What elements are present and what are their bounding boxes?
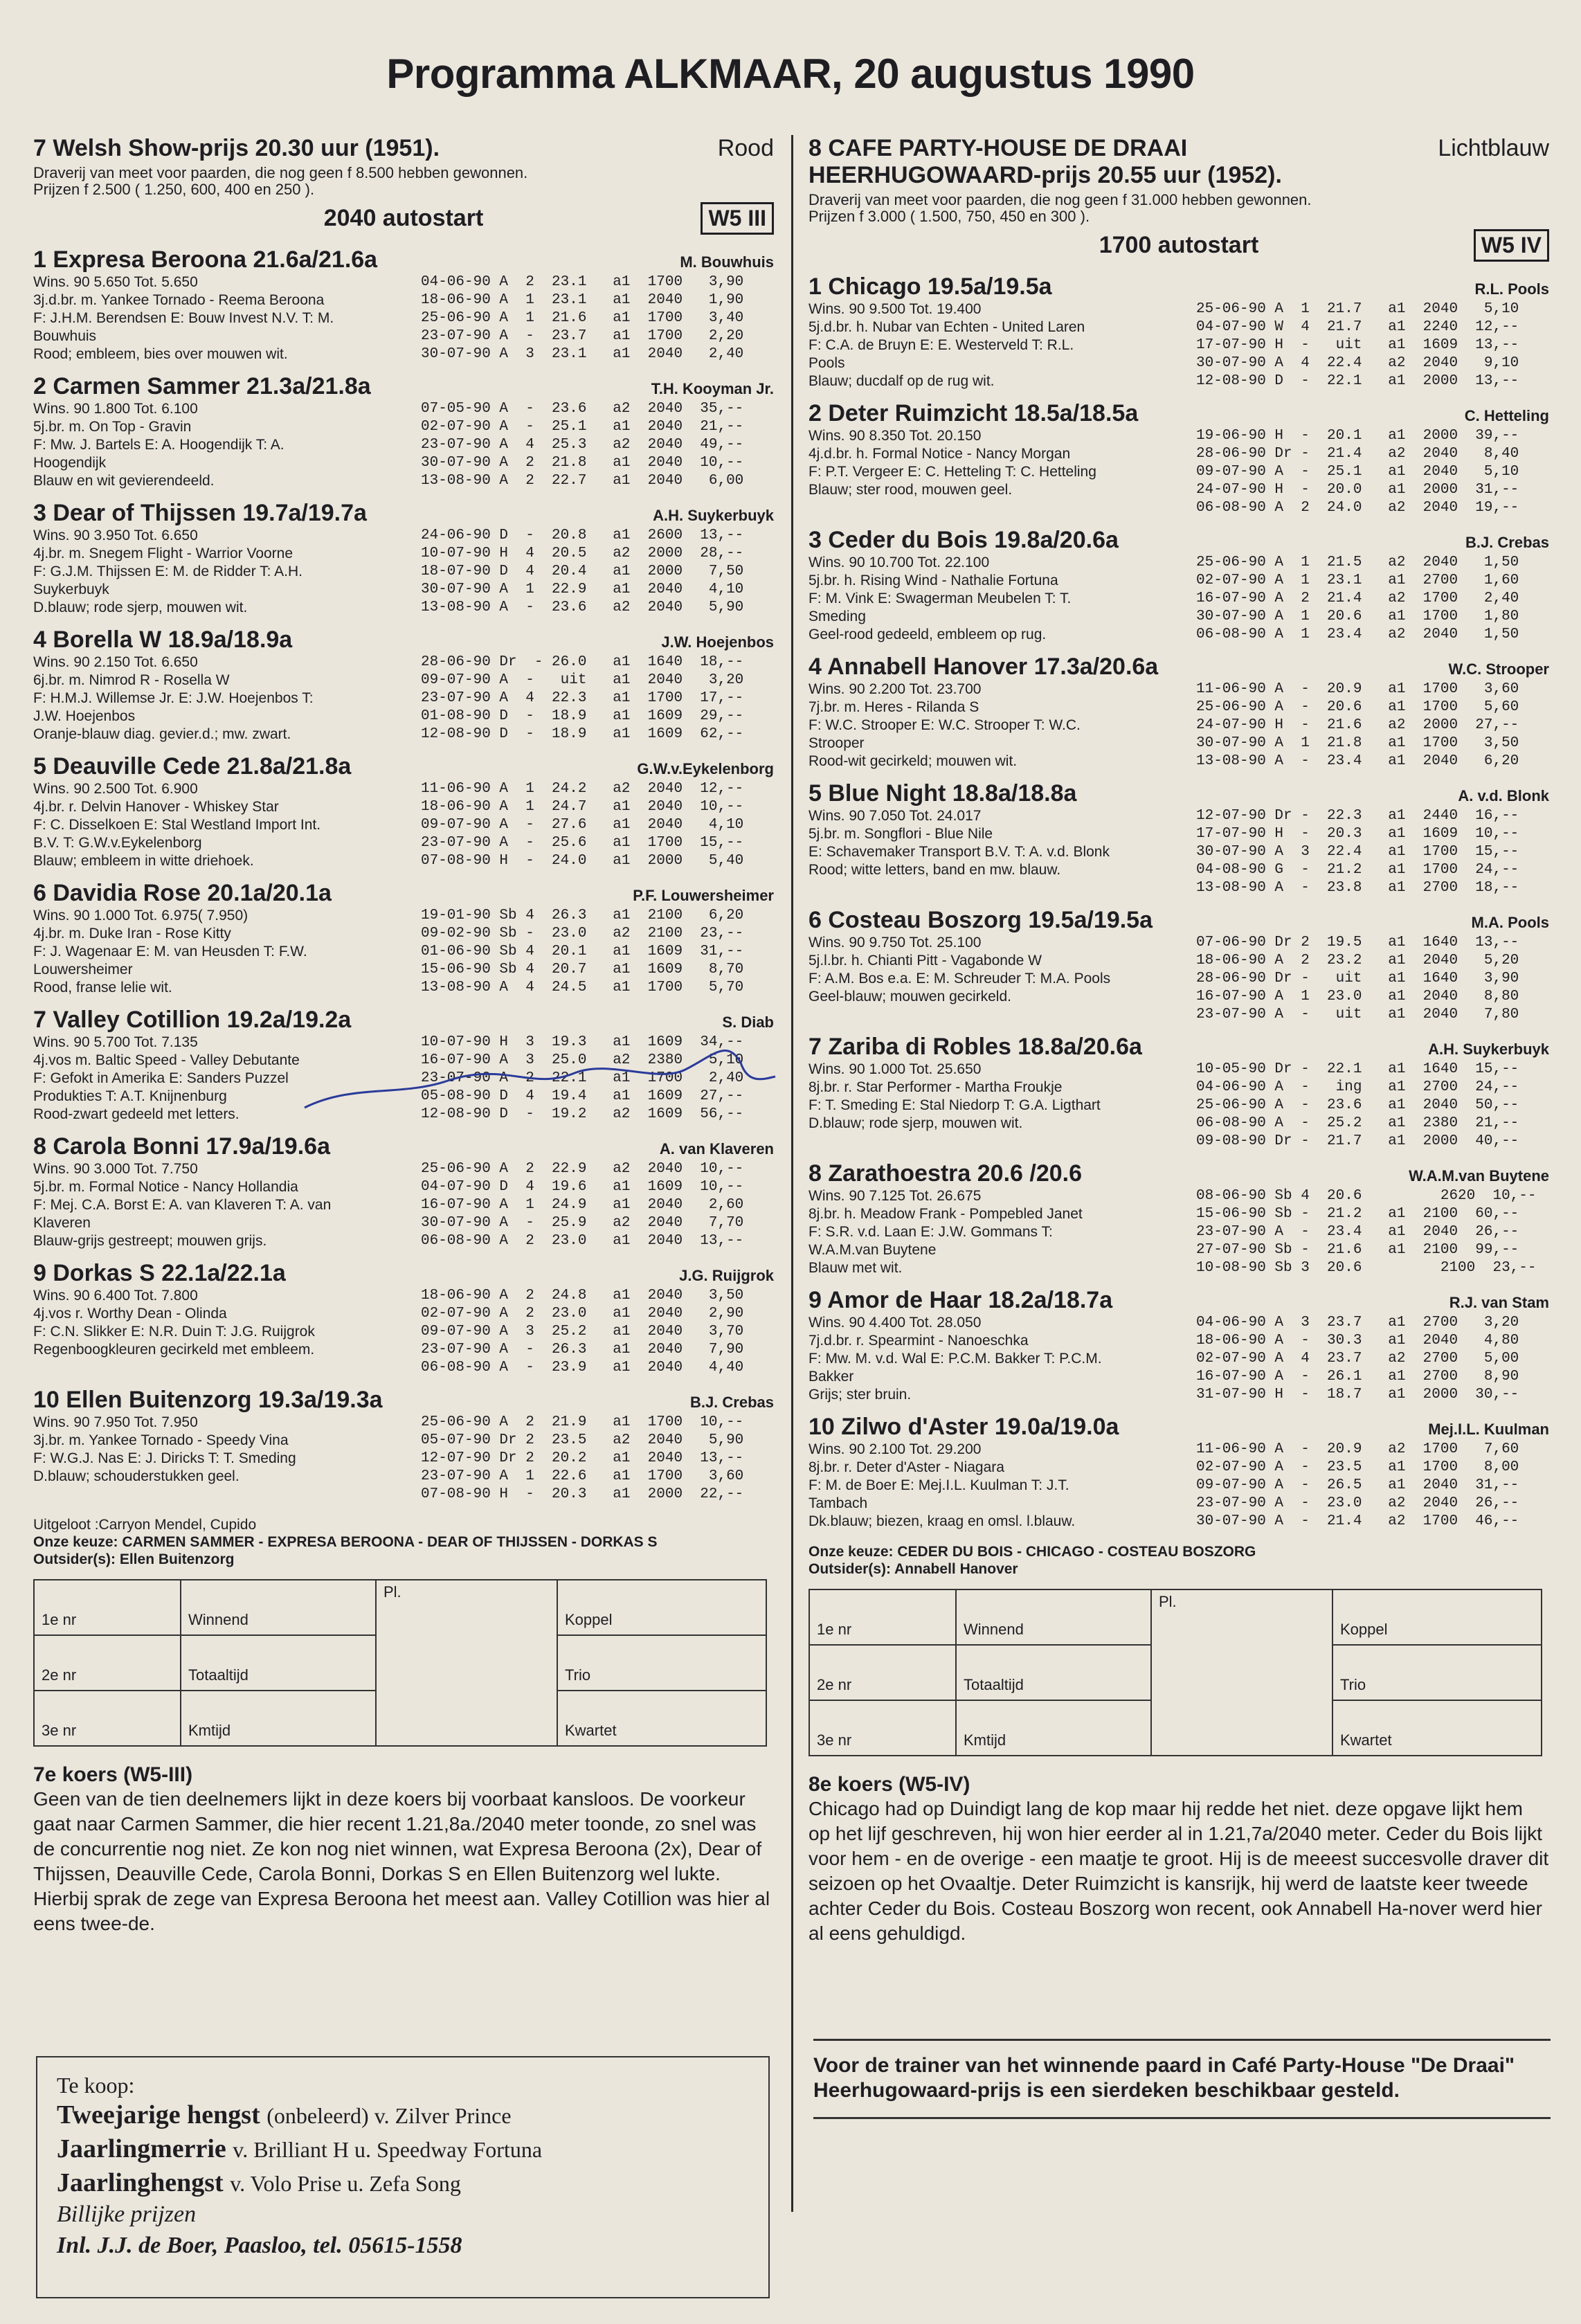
horse-trainer: Mej.I.L. Kuulman — [1428, 1421, 1549, 1438]
horse-entry — [808, 1034, 1549, 1151]
horse-recent-runs: 04-06-90 A 2 23.1 a1 1700 3,90 18-06-90 A 1 23.1 a1 2040 1,90 25-06-90 A 1 21.6 a1 1700 3,40 23-07-90 A - 23.7 a1 1700 2,20 30-07-90 A 3 23.1 a1 2040 2,40 — [421, 274, 744, 362]
horse-entry — [33, 246, 774, 363]
horse-entry — [33, 1133, 774, 1250]
horse-details: Wins. 90 1.800 Tot. 6.100 5j.br. m. On Top - Gravin F: Mw. J. Bartels E: A. Hoogendijk T: A. Hoogendijk Blauw en wit gevierendeeld. — [33, 401, 284, 489]
horse-trainer: G.W.v.Eykelenborg — [637, 760, 774, 777]
horse-recent-runs: 07-06-90 Dr 2 19.5 a1 1640 13,-- 18-06-90 A 2 23.2 a1 2040 5,20 28-06-90 Dr - uit a1 1640 3,90 16-07-90 A 1 23.0 a1 2040 8,80 23-07-90 A - uit a1 2040 7,80 — [1196, 935, 1519, 1023]
horse-details: Wins. 90 2.100 Tot. 29.200 8j.br. r. Deter d'Aster - Niagara F: M. de Boer E: Mej.I.L. Kuulman T: J.T. Tambach Dk.blauw; biezen, kraag en omsl. l.blauw. — [808, 1441, 1076, 1529]
race-prizes: Prijzen f 2.500 ( 1.250, 600, 400 en 250 ). — [33, 181, 315, 198]
ad-item-3-title: Jaarlinghengst — [57, 2168, 224, 2197]
horse-trainer: A.H. Suykerbuyk — [1428, 1041, 1549, 1058]
result-label: Pl. — [1151, 1589, 1332, 1756]
horse-details: Wins. 90 7.050 Tot. 24.017 5j.br. m. Songflori - Blue Nile E: Schavemaker Transport B.V. T: A. v.d. Blonk Rood; witte letters, band en mw. blauw. — [808, 808, 1110, 878]
horse-name: 5 Deauville Cede 21.8a/21.8a — [33, 753, 352, 780]
ad-item-1-title: Tweejarige hengst — [57, 2100, 260, 2129]
horse-trainer: B.J. Crebas — [1465, 534, 1549, 551]
horse-name: 2 Deter Ruimzicht 18.5a/18.5a — [808, 400, 1139, 426]
race-conditions: Draverij van meet voor paarden, die nog geen f 8.500 hebben gewonnen. — [33, 164, 528, 181]
horse-details: Wins. 90 2.150 Tot. 6.650 6j.br. m. Nimrod R - Rosella W F: H.M.J. Willemse Jr. E: J.W. Hoejenbos T: J.W. Hoejenbos Oranje-blauw diag. gevier.d.; mw. zwart. — [33, 654, 314, 742]
horse-trainer: B.J. Crebas — [689, 1394, 774, 1411]
horse-entry — [808, 654, 1549, 771]
our-choice: Onze keuze: CEDER DU BOIS - CHICAGO - COSTEAU BOSZORG — [808, 1544, 1256, 1560]
horse-trainer: J.G. Ruijgrok — [679, 1267, 774, 1284]
horse-recent-runs: 10-05-90 Dr - 22.1 a1 1640 15,-- 04-06-90 A - ing a1 2700 24,-- 25-06-90 A - 23.6 a1 2040 50,-- 06-08-90 A - 25.2 a1 2380 21,-- 09-08-90 Dr - 21.7 a1 2000 40,-- — [1196, 1061, 1519, 1149]
result-grid — [33, 1579, 767, 1747]
horse-entry — [33, 500, 774, 617]
horse-name: 8 Zarathoestra 20.6 /20.6 — [808, 1160, 1083, 1187]
horse-recent-runs: 25-06-90 A 2 22.9 a2 2040 10,-- 04-07-90 D 4 19.6 a1 1609 10,-- 16-07-90 A 1 24.9 a1 2040 2,60 30-07-90 A - 25.9 a2 2040 7,70 06-08-90 A 2 23.0 a1 2040 13,-- — [421, 1161, 744, 1249]
column-divider — [791, 135, 793, 2212]
horse-details: Wins. 90 9.500 Tot. 19.400 5j.d.br. h. Nubar van Echten - United Laren F: C.A. de Bruyn E: E. Westerveld T: R.L. Pools Blauw; ducdalf op de rug wit. — [808, 301, 1085, 389]
result-label: 3e nr — [809, 1700, 956, 1756]
horse-trainer: J.W. Hoejenbos — [661, 633, 774, 651]
result-label: Koppel — [1332, 1589, 1542, 1645]
result-label: Kmtijd — [956, 1700, 1151, 1756]
withdrawn-horses: Uitgeloot :Carryon Mendel, Cupido — [33, 1517, 257, 1533]
page-title: Programma ALKMAAR, 20 augustus 1990 — [386, 51, 1195, 97]
result-label: 2e nr — [34, 1635, 181, 1691]
start-type: 2040 autostart — [323, 205, 484, 231]
race-color: Lichtblauw — [1438, 135, 1549, 161]
horse-entry — [808, 273, 1549, 390]
horse-trainer: P.F. Louwersheimer — [633, 887, 774, 904]
horse-details: Wins. 90 2.200 Tot. 23.700 7j.br. m. Heres - Rilanda S F: W.C. Strooper E: W.C. Strooper T: W.C. Strooper Rood-wit gecirkeld; mouwen wit. — [808, 681, 1081, 769]
horse-recent-runs: 19-06-90 H - 20.1 a1 2000 39,-- 28-06-90 Dr - 21.4 a2 2040 8,40 09-07-90 A - 25.1 a1 2040 5,10 24-07-90 H - 20.0 a1 2000 31,-- 06-08-90 A 2 24.0 a2 2040 19,-- — [1196, 428, 1519, 516]
result-label: Winnend — [181, 1580, 376, 1635]
horse-entry — [808, 400, 1549, 517]
horse-details: Wins. 90 6.400 Tot. 7.800 4j.vos r. Worthy Dean - Olinda F: C.N. Slikker E: N.R. Duin T: J.G. Ruijgrok Regenboogkleuren gecirkeld met embleem. — [33, 1288, 315, 1358]
horse-entry — [33, 753, 774, 870]
horse-details: Wins. 90 3.950 Tot. 6.650 4j.br. m. Snegem Flight - Warrior Voorne F: G.J.M. Thijssen E: M. de Ridder T: A.H. Suykerbuyk D.blauw; rode sjerp, mouwen wit. — [33, 528, 303, 615]
horse-recent-runs: 10-07-90 H 3 19.3 a1 1609 34,-- 16-07-90 A 3 25.0 a2 2380 5,10 23-07-90 A 2 22.1 a1 1700 2,40 05-08-90 D 4 19.4 a1 1609 27,-- 12-08-90 D - 19.2 a2 1609 56,-- — [421, 1034, 744, 1122]
result-label: Kwartet — [1332, 1700, 1542, 1756]
ad-contact: Inl. J.J. de Boer, Paasloo, tel. 05615-1558 — [57, 2233, 462, 2258]
horse-trainer: C. Hetteling — [1464, 407, 1549, 424]
horse-recent-runs: 25-06-90 A 1 21.7 a1 2040 5,10 04-07-90 W 4 21.7 a1 2240 12,-- 17-07-90 H - uit a1 1609 13,-- 30-07-90 A 4 22.4 a2 2040 9,10 12-08-90 D - 22.1 a1 2000 13,-- — [1196, 301, 1519, 389]
horse-trainer: M.A. Pools — [1471, 914, 1549, 931]
horse-recent-runs: 11-06-90 A - 20.9 a1 1700 3,60 25-06-90 A - 20.6 a1 1700 5,60 24-07-90 H - 21.6 a2 2000 27,-- 30-07-90 A 1 21.8 a1 1700 3,50 13-08-90 A - 23.4 a1 2040 6,20 — [1196, 681, 1519, 769]
result-label: Kwartet — [557, 1691, 766, 1746]
ad-item-2-detail: v. Brilliant H u. Speedway Fortuna — [233, 2137, 543, 2162]
horse-trainer: W.A.M.van Buytene — [1409, 1167, 1549, 1184]
horse-name: 5 Blue Night 18.8a/18.8a — [808, 780, 1077, 807]
horse-recent-runs: 11-06-90 A 1 24.2 a2 2040 12,-- 18-06-90 A 1 24.7 a1 2040 10,-- 09-07-90 A - 27.6 a1 2040 4,10 23-07-90 A - 25.6 a1 1700 15,-- 07-08-90 H - 24.0 a1 2000 5,40 — [421, 781, 744, 869]
horse-trainer: A. van Klaveren — [659, 1140, 774, 1158]
horse-name: 10 Ellen Buitenzorg 19.3a/19.3a — [33, 1387, 383, 1413]
horse-trainer: R.J. van Stam — [1449, 1294, 1549, 1311]
horse-details: Wins. 90 3.000 Tot. 7.750 5j.br. m. Formal Notice - Nancy Hollandia F: Mej. C.A. Borst E: A. van Klaveren T: A. van Klaveren Blauw-grijs gestreept; mouwen grijs. — [33, 1161, 332, 1249]
for-sale-advertisement — [36, 2056, 770, 2298]
outsiders: Outsider(s): Ellen Buitenzorg — [33, 1551, 235, 1567]
horse-entry — [33, 1260, 774, 1377]
horse-entry — [33, 1387, 774, 1504]
result-grid — [808, 1589, 1542, 1756]
horse-trainer: M. Bouwhuis — [680, 253, 774, 271]
result-label: Kmtijd — [181, 1691, 376, 1746]
horse-details: Wins. 90 1.000 Tot. 6.975( 7.950) 4j.br. m. Duke Iran - Rose Kitty F: J. Wagenaar E: M. van Heusden T: F.W. Louwersheimer Rood, franse lelie wit. — [33, 908, 307, 996]
horse-name: 2 Carmen Sammer 21.3a/21.8a — [33, 373, 371, 399]
horse-entry — [808, 527, 1549, 644]
analysis-title: 7e koers (W5-III) — [33, 1763, 193, 1786]
horse-trainer: W.C. Strooper — [1448, 660, 1549, 678]
result-label: Trio — [557, 1635, 766, 1691]
horse-name: 9 Amor de Haar 18.2a/18.7a — [808, 1287, 1113, 1313]
horse-name: 10 Zilwo d'Aster 19.0a/19.0a — [808, 1414, 1119, 1440]
horse-details: Wins. 90 10.700 Tot. 22.100 5j.br. h. Rising Wind - Nathalie Fortuna F: M. Vink E: Swagerman Meubelen T: T. Smeding Geel-rood gedeeld, embleem op rug. — [808, 555, 1072, 642]
horse-name: 3 Ceder du Bois 19.8a/20.6a — [808, 527, 1119, 553]
horse-name: 3 Dear of Thijssen 19.7a/19.7a — [33, 500, 367, 526]
result-label: 2e nr — [809, 1645, 956, 1700]
ad-item-2-title: Jaarlingmerrie — [57, 2134, 226, 2163]
horse-entry — [33, 627, 774, 744]
horse-details: Wins. 90 7.125 Tot. 26.675 8j.br. h. Meadow Frank - Pompebled Janet F: S.R. v.d. Laan E: J.W. Gommans T: W.A.M.van Buytene Blauw met wit. — [808, 1188, 1083, 1276]
result-label: Totaaltijd — [956, 1645, 1151, 1700]
horse-trainer: T.H. Kooyman Jr. — [651, 380, 774, 397]
horse-name: 8 Carola Bonni 17.9a/19.6a — [33, 1133, 330, 1160]
analysis-text: Chicago had op Duindigt lang de kop maar hij redde het niet. deze opgave lijkt hem op het lijf geschreven, hij won hier eerder al in 1.21,7a/2040 meter. Ceder du Bois lijkt voor hem - en de overige - een maatje te groot. Hij is de meeest succesvolle draver dit seizoen op het Ovaaltje. Deter Ruimzicht is kansrijk, hij werd de laatste keer tweede achter Ceder du Bois. Costeau Boszorg won recent, ook Annabell Ha-nover werd hier al eens gehuldigd. — [808, 1798, 1549, 1944]
horse-recent-runs: 08-06-90 Sb 4 20.6 2620 10,-- 15-06-90 Sb - 21.2 a1 2100 60,-- 23-07-90 A - 23.4 a1 2040 26,-- 27-07-90 Sb - 21.6 a1 2100 99,-- 10-08-90 Sb 3 20.6 2100 23,-- — [1196, 1188, 1537, 1276]
horse-entry — [808, 780, 1549, 897]
horse-trainer: A. v.d. Blonk — [1458, 787, 1549, 804]
horse-name: 7 Zariba di Robles 18.8a/20.6a — [808, 1034, 1142, 1060]
result-label: 3e nr — [34, 1691, 181, 1746]
race-prizes: Prijzen f 3.000 ( 1.500, 750, 450 en 300 ). — [808, 208, 1090, 225]
horse-recent-runs: 25-06-90 A 1 21.5 a2 2040 1,50 02-07-90 A 1 23.1 a1 2700 1,60 16-07-90 A 2 21.4 a2 1700 2,40 30-07-90 A 1 20.6 a1 1700 1,80 06-08-90 A 1 23.4 a2 2040 1,50 — [1196, 555, 1519, 642]
horse-name: 4 Borella W 18.9a/18.9a — [33, 627, 293, 653]
horse-details: Wins. 90 7.950 Tot. 7.950 3j.br. m. Yankee Tornado - Speedy Vina F: W.G.J. Nas E: J. Diricks T: T. Smeding D.blauw; schouderstukken geel. — [33, 1414, 296, 1484]
horse-recent-runs: 24-06-90 D - 20.8 a1 2600 13,-- 10-07-90 H 4 20.5 a2 2000 28,-- 18-07-90 D 4 20.4 a1 2000 7,50 30-07-90 A 1 22.9 a1 2040 4,10 13-08-90 A - 23.6 a2 2040 5,90 — [421, 528, 744, 615]
horse-details: Wins. 90 8.350 Tot. 20.150 4j.d.br. h. Formal Notice - Nancy Morgan F: P.T. Vergeer E: C. Hetteling T: C. Hetteling Blauw; ster rood, mouwen geel. — [808, 428, 1096, 498]
race-7-column — [33, 135, 774, 1936]
horse-trainer: A.H. Suykerbuyk — [653, 507, 774, 524]
our-choice: Onze keuze: CARMEN SAMMER - EXPRESA BEROONA - DEAR OF THIJSSEN - DORKAS S — [33, 1534, 658, 1550]
race-title: 8 CAFE PARTY-HOUSE DE DRAAI HEERHUGOWAARD-prijs 20.55 uur (1952). — [808, 135, 1282, 188]
horse-recent-runs: 28-06-90 Dr - 26.0 a1 1640 18,-- 09-07-90 A - uit a1 2040 3,20 23-07-90 A 4 22.3 a1 1700 17,-- 01-08-90 D - 18.9 a1 1609 29,-- 12-08-90 D - 18.9 a1 1609 62,-- — [421, 654, 744, 742]
prize-note: Voor de trainer van het winnende paard in Café Party-House "De Draai" Heerhugowaard-prijs is een sierdeken beschikbaar gesteld. — [813, 2039, 1551, 2119]
horse-details: Wins. 90 5.650 Tot. 5.650 3j.d.br. m. Yankee Tornado - Reema Beroona F: J.H.M. Berendsen E: Bouw Invest N.V. T: M. Bouwhuis Rood; embleem, bies over mouwen wit. — [33, 274, 334, 362]
result-label: Pl. — [376, 1580, 557, 1746]
ad-price-note: Billijke prijzen — [57, 2201, 197, 2227]
race-color: Rood — [717, 135, 774, 161]
result-label: Totaaltijd — [181, 1635, 376, 1691]
race-class-badge: W5 IV — [1474, 229, 1549, 262]
horse-entry — [808, 1287, 1549, 1404]
horse-details: Wins. 90 5.700 Tot. 7.135 4j.vos m. Baltic Speed - Valley Debutante F: Gefokt in Amerika E: Sanders Puzzel Produkties T: A.T. Knijnenburg Rood-zwart gedeeld met letters. — [33, 1034, 300, 1122]
horse-recent-runs: 07-05-90 A - 23.6 a2 2040 35,-- 02-07-90 A - 25.1 a1 2040 21,-- 23-07-90 A 4 25.3 a2 2040 49,-- 30-07-90 A 2 21.8 a1 2040 10,-- 13-08-90 A 2 22.7 a1 2040 6,00 — [421, 401, 744, 489]
race-title: 7 Welsh Show-prijs 20.30 uur (1951). — [33, 135, 440, 161]
race-8-column — [808, 135, 1549, 1946]
race-heading — [808, 135, 1549, 189]
horse-name: 1 Chicago 19.5a/19.5a — [808, 273, 1052, 300]
horse-recent-runs: 18-06-90 A 2 24.8 a1 2040 3,50 02-07-90 A 2 23.0 a1 2040 2,90 09-07-90 A 3 25.2 a1 2040 3,70 23-07-90 A - 26.3 a1 2040 7,90 06-08-90 A - 23.9 a1 2040 4,40 — [421, 1288, 744, 1376]
horse-recent-runs: 11-06-90 A - 20.9 a2 1700 7,60 02-07-90 A - 23.5 a1 1700 8,00 09-07-90 A - 26.5 a1 2040 31,-- 23-07-90 A - 23.0 a2 2040 26,-- 30-07-90 A - 21.4 a2 1700 46,-- — [1196, 1441, 1519, 1529]
horse-name: 9 Dorkas S 22.1a/22.1a — [33, 1260, 286, 1286]
ad-item-3-detail: v. Volo Prise u. Zefa Song — [230, 2171, 461, 2196]
horse-entry — [808, 1160, 1549, 1277]
horse-trainer: R.L. Pools — [1474, 280, 1549, 298]
horse-details: Wins. 90 4.400 Tot. 28.050 7j.d.br. r. Spearmint - Nanoeschka F: Mw. M. v.d. Wal E: P.C.M. Bakker T: P.C.M. Bakker Grijs; ster bruin. — [808, 1315, 1102, 1403]
result-label: Winnend — [956, 1589, 1151, 1645]
start-type: 1700 autostart — [1099, 232, 1259, 258]
race-conditions: Draverij van meet voor paarden, die nog geen f 31.000 hebben gewonnen. — [808, 191, 1312, 208]
horse-details: Wins. 90 2.500 Tot. 6.900 4j.br. r. Delvin Hanover - Whiskey Star F: C. Disselkoen E: Stal Westland Import Int. B.V. T: G.W.v.Eykelenborg Blauw; embleem in witte driehoek. — [33, 781, 321, 869]
outsiders: Outsider(s): Annabell Hanover — [808, 1561, 1018, 1577]
result-label: 1e nr — [34, 1580, 181, 1635]
horse-details: Wins. 90 9.750 Tot. 25.100 5j.l.br. h. Chianti Pitt - Vagabonde W F: A.M. Bos e.a. E: M. Schreuder T: M.A. Pools Geel-blauw; mouwen gecirkeld. — [808, 935, 1111, 1005]
pen-scribble — [298, 1042, 782, 1118]
ad-heading: Te koop: — [57, 2073, 135, 2098]
horse-entry — [33, 373, 774, 490]
horse-name: 6 Davidia Rose 20.1a/20.1a — [33, 880, 332, 906]
horse-entry — [808, 1414, 1549, 1531]
horse-entry — [808, 907, 1549, 1024]
horse-recent-runs: 04-06-90 A 3 23.7 a1 2700 3,20 18-06-90 A - 30.3 a1 2040 4,80 02-07-90 A 4 23.7 a2 2700 5,00 16-07-90 A - 26.1 a1 2700 8,90 31-07-90 H - 18.7 a1 2000 30,-- — [1196, 1315, 1519, 1403]
race-class-badge: W5 III — [701, 202, 774, 235]
result-label: Trio — [1332, 1645, 1542, 1700]
result-label: 1e nr — [809, 1589, 956, 1645]
horse-entry — [33, 880, 774, 997]
analysis-text: Geen van de tien deelnemers lijkt in deze koers bij voorbaat kansloos. De voorkeur gaat naar Carmen Sammer, die hier recent 1.21,8a./2040 meter toonde, zo snel was de concurrentie nog niet. Ze kon nog niet winnen, wat Expresa Beroona (2x), Dear of Thijssen, Deauville Cede, Carola Bonni, Dorkas S en Ellen Buitenzorg wel lukte. Hierbij sprak de zege van Expresa Beroona het meest aan. Valley Cotillion was hier al eens twee-de. — [33, 1788, 770, 1934]
horse-details: Wins. 90 1.000 Tot. 25.650 8j.br. r. Star Performer - Martha Froukje F: T. Smeding E: Stal Niedorp T: G.A. Ligthart D.blauw; rode sjerp, mouwen wit. — [808, 1061, 1101, 1131]
race-heading — [33, 135, 774, 162]
horse-recent-runs: 19-01-90 Sb 4 26.3 a1 2100 6,20 09-02-90 Sb - 23.0 a2 2100 23,-- 01-06-90 Sb 4 20.1 a1 1609 31,-- 15-06-90 Sb 4 20.7 a1 1609 8,70 13-08-90 A 4 24.5 a1 1700 5,70 — [421, 908, 744, 996]
result-label: Koppel — [557, 1580, 766, 1635]
horse-name: 4 Annabell Hanover 17.3a/20.6a — [808, 654, 1159, 680]
horse-name: 1 Expresa Beroona 21.6a/21.6a — [33, 246, 378, 273]
horse-recent-runs: 12-07-90 Dr - 22.3 a1 2440 16,-- 17-07-90 H - 20.3 a1 1609 10,-- 30-07-90 A 3 22.4 a1 1700 15,-- 04-08-90 G - 21.2 a1 1700 24,-- 13-08-90 A - 23.8 a1 2700 18,-- — [1196, 808, 1519, 896]
horse-trainer: S. Diab — [722, 1014, 774, 1031]
analysis-title: 8e koers (W5-IV) — [808, 1773, 970, 1796]
horse-recent-runs: 25-06-90 A 2 21.9 a1 1700 10,-- 05-07-90 Dr 2 23.5 a2 2040 5,90 12-07-90 Dr 2 20.2 a1 2040 13,-- 23-07-90 A 1 22.6 a1 1700 3,60 07-08-90 H - 20.3 a1 2000 22,-- — [421, 1414, 744, 1502]
horse-name: 6 Costeau Boszorg 19.5a/19.5a — [808, 907, 1153, 933]
race-analysis — [808, 1773, 1549, 1946]
race-analysis — [33, 1763, 774, 1936]
ad-item-1-detail: (onbeleerd) v. Zilver Prince — [266, 2103, 512, 2128]
horse-name: 7 Valley Cotillion 19.2a/19.2a — [33, 1007, 352, 1033]
